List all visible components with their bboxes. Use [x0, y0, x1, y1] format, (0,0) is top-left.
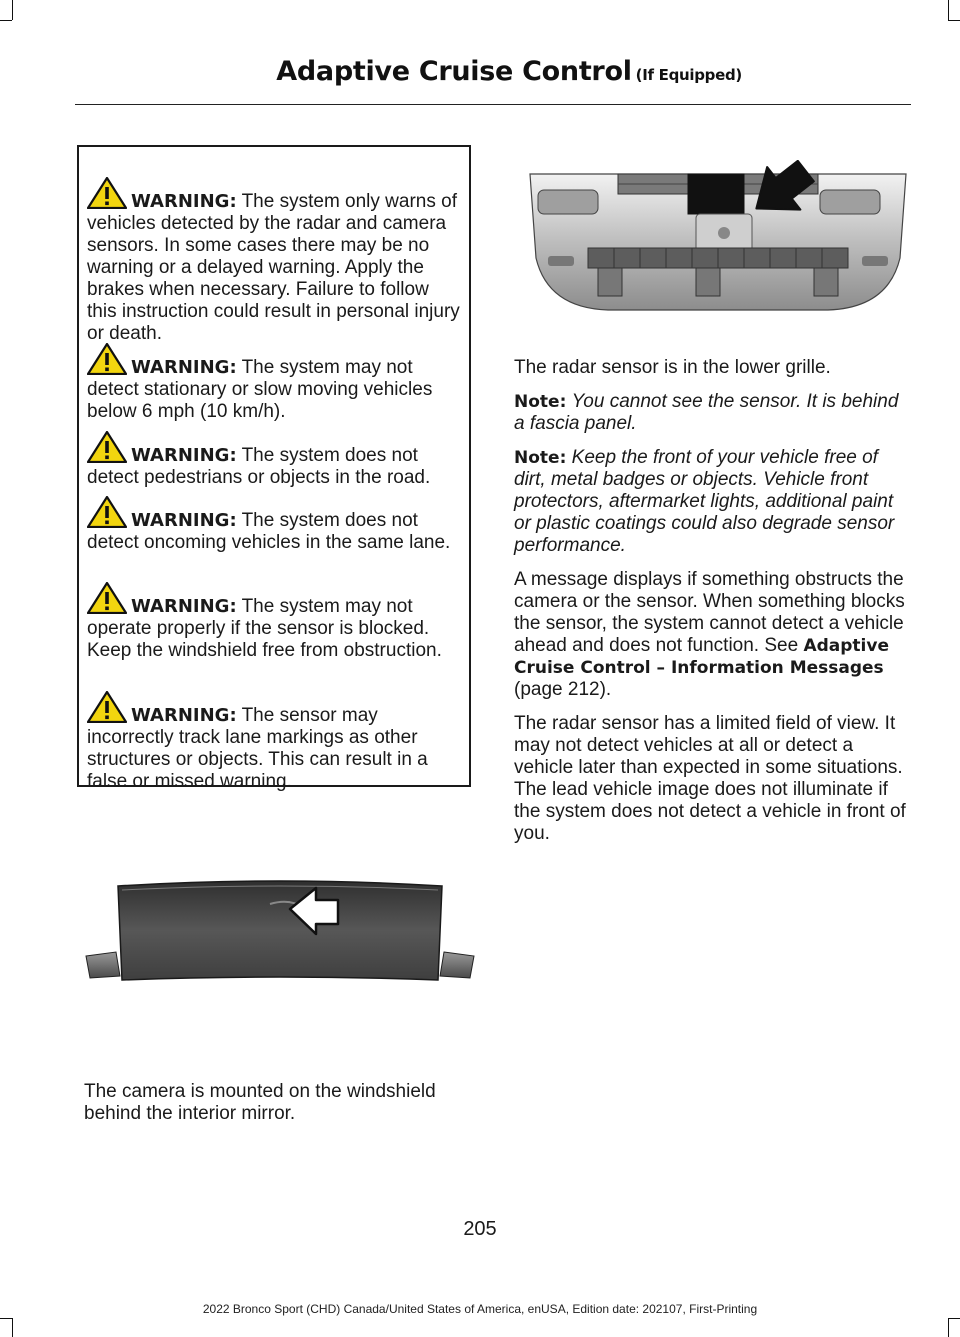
- note-paragraph: [514, 447, 909, 557]
- warning-label: WARNING:: [131, 705, 237, 726]
- obstruction-text: A message displays if something obstructs the camera or the sensor. When something blocks the sensor, the system cannot detect a vehicle ahead and does not function. See: [514, 569, 905, 656]
- crop-mark: [948, 0, 949, 20]
- warning-label: WARNING:: [131, 510, 237, 531]
- page-reference: (page 212).: [514, 679, 612, 700]
- warning-label: WARNING:: [131, 445, 237, 466]
- warning-item: [87, 496, 461, 554]
- warning-item: [87, 177, 461, 345]
- radar-location-text: The radar sensor is in the lower grille.: [514, 357, 831, 378]
- warning-item: [87, 691, 461, 793]
- warning-text: The system may not detect stationary or slow moving vehicles below 6 mph (10 km/h).: [87, 357, 433, 422]
- crop-mark: [948, 20, 960, 21]
- page-title: [276, 56, 742, 87]
- radar-sensor-location: [688, 174, 744, 214]
- crop-mark: [12, 1318, 13, 1337]
- warning-triangle-icon: [87, 177, 127, 209]
- page-title-subtitle: (If Equipped): [635, 66, 742, 84]
- windshield-caption: The camera is mounted on the windshield behind the interior mirror.: [84, 1081, 436, 1124]
- note-label: Note:: [514, 392, 567, 412]
- crop-mark: [948, 1318, 960, 1319]
- warning-triangle-icon: [87, 691, 127, 723]
- warning-item: [87, 582, 461, 662]
- warning-text: The sensor may incorrectly track lane markings as other structures or objects. This can result in a false or missed warning.: [87, 705, 428, 792]
- warning-item: [87, 343, 461, 423]
- footer-edition: 2022 Bronco Sport (CHD) Canada/United States of America, enUSA, Edition date: 202107, First-Printing: [202, 1302, 758, 1316]
- warning-triangle-icon: [87, 496, 127, 528]
- crop-mark: [12, 0, 13, 20]
- field-of-view-text: The radar sensor has a limited field of view. It may not detect vehicles at all or detect a vehicle later than expected in some situations. The lead vehicle image does not illuminate if the system does not detect a vehicle in front of you.: [514, 713, 906, 844]
- note-text: You cannot see the sensor. It is behind a fascia panel.: [514, 391, 899, 434]
- warning-text: The system may not operate properly if the sensor is blocked. Keep the windshield free from obstruction.: [87, 596, 442, 661]
- warning-text: The system does not detect pedestrians or objects in the road.: [87, 445, 431, 488]
- warning-triangle-icon: [87, 582, 127, 614]
- warning-label: WARNING:: [131, 596, 237, 617]
- note-label: Note:: [514, 448, 567, 468]
- radar-sensor-section: [514, 357, 909, 857]
- obstruction-paragraph: [514, 569, 909, 701]
- windshield-camera-illustration: [80, 868, 480, 988]
- header-divider: [75, 104, 911, 105]
- crop-mark: [0, 20, 12, 21]
- warnings-box: [77, 145, 471, 792]
- warning-text: The system only warns of vehicles detected by the radar and camera sensors. In some cases there may be no warning or a delayed warning. Apply the brakes when necessary. Failure to follow this instruction could result in personal injury or death.: [87, 191, 460, 344]
- crop-mark: [0, 1318, 12, 1319]
- warning-triangle-icon: [87, 343, 127, 375]
- cross-reference-link[interactable]: Adaptive Cruise Control – Information Messages: [514, 636, 889, 678]
- warning-item: [87, 431, 461, 489]
- warning-triangle-icon: [87, 431, 127, 463]
- note-text: Keep the front of your vehicle free of dirt, metal badges or objects. Vehicle front protectors, aftermarket lights, additional paint or plastic coatings could also degrade sensor performance.: [514, 447, 895, 556]
- crop-mark: [948, 1318, 949, 1337]
- page-number: 205: [463, 1218, 497, 1240]
- page-title-text: Adaptive Cruise Control: [276, 56, 632, 87]
- warning-label: WARNING:: [131, 191, 237, 212]
- warning-text: The system does not detect oncoming vehicles in the same lane.: [87, 510, 451, 553]
- front-grille-illustration: [528, 160, 908, 315]
- note-paragraph: [514, 391, 909, 435]
- warning-label: WARNING:: [131, 357, 237, 378]
